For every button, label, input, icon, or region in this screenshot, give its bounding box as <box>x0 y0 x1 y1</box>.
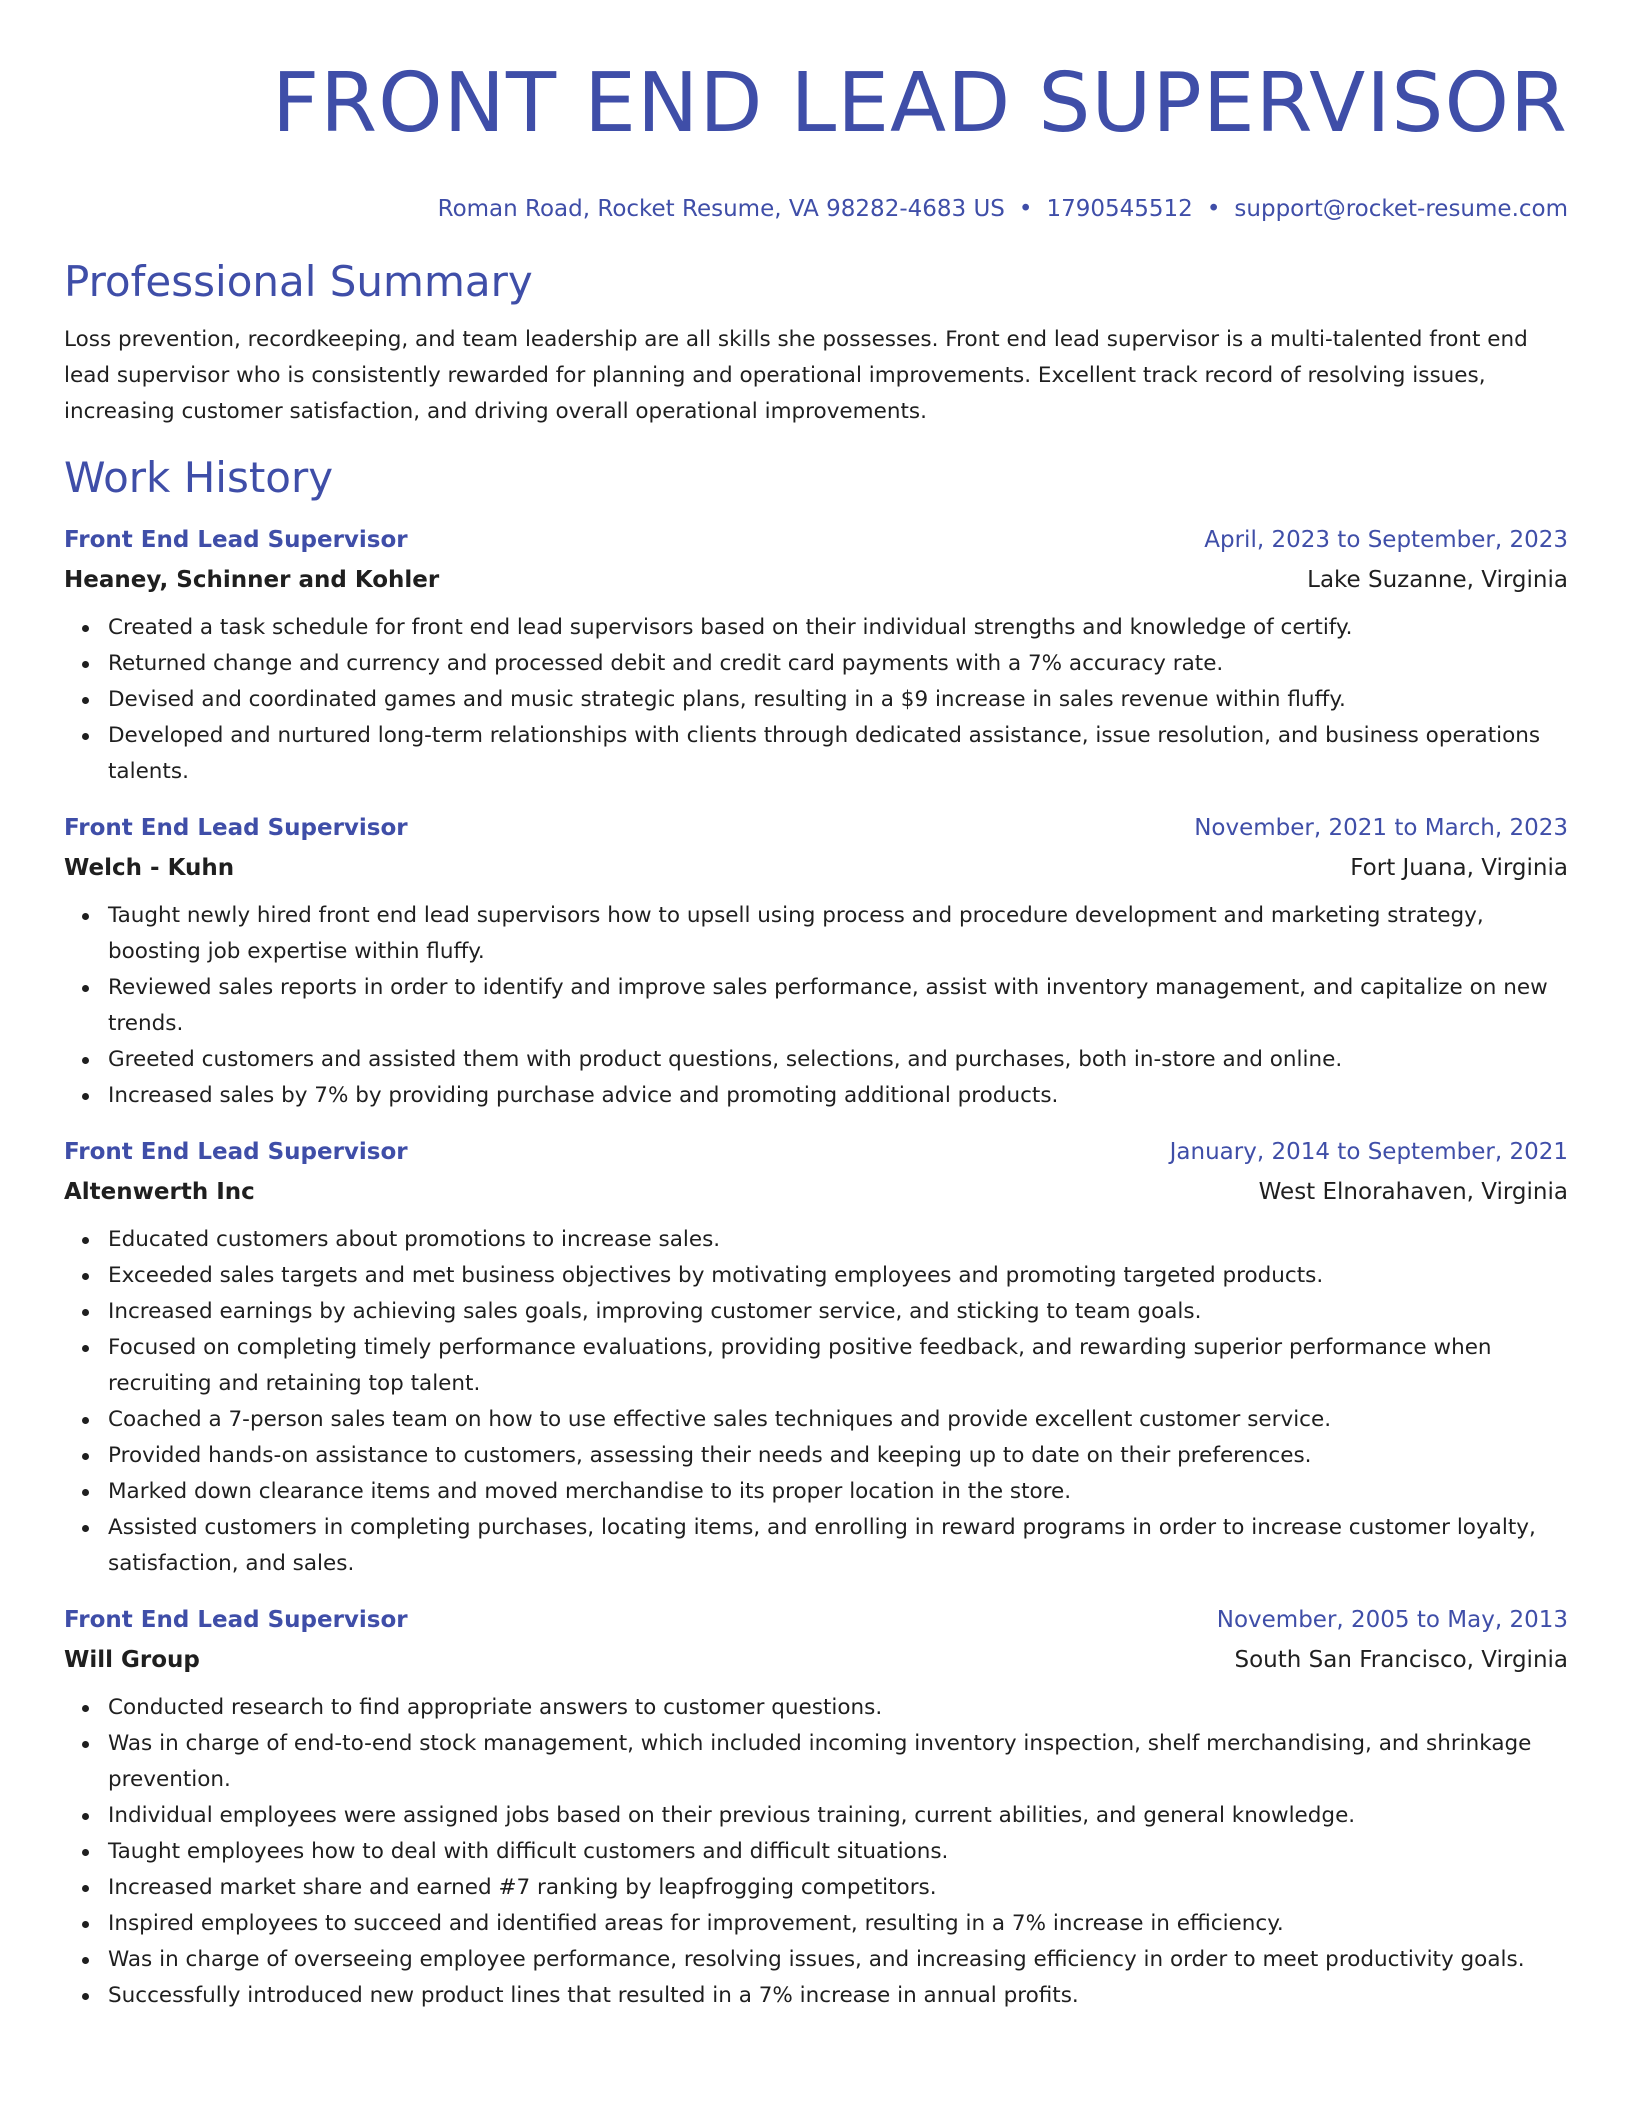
job-company: Heaney, Schinner and Kohler <box>64 567 440 593</box>
summary-heading: Professional Summary <box>64 257 533 306</box>
job-bullet: Returned change and currency and processed debit and credit card payments with a 7% accuracy rate. <box>108 646 1568 682</box>
job-bullet: Taught newly hired front end lead supervisors how to upsell using process and procedure development and marketing strategy, boosting job expertise within fluffy. <box>108 898 1568 970</box>
job-title: Front End Lead Supervisor <box>64 1139 408 1165</box>
summary-text: Loss prevention, recordkeeping, and team leadership are all skills she possesses. Front end lead supervisor is a multi-talented front end lead supervisor who is consistently rewarded for planning and operational improvements. Excellent track record of resolving issues, increasing customer satisfaction, and driving overall operational improvements. <box>64 327 1528 424</box>
job-dates: November, 2005 to May, 2013 <box>1216 1607 1568 1633</box>
job-title: Front End Lead Supervisor <box>64 527 408 553</box>
candidate-name: FRONT END LEAD SUPERVISOR <box>272 56 1568 151</box>
contact-address: Roman Road, Rocket Resume, VA 98282-4683 US <box>437 196 1005 222</box>
job-company: Will Group <box>64 1647 200 1673</box>
job-bullet: Provided hands-on assistance to customers, assessing their needs and keeping up to date on their preferences. <box>108 1438 1568 1474</box>
job-entry <box>64 810 1568 1114</box>
job-company-row <box>64 1174 1568 1210</box>
job-bullet: Inspired employees to succeed and identified areas for improvement, resulting in a 7% increase in efficiency. <box>108 1906 1568 1942</box>
summary-section <box>64 256 1568 430</box>
job-bullet: Coached a 7-person sales team on how to use effective sales techniques and provide excellent customer service. <box>108 1402 1568 1438</box>
job-bullet: Reviewed sales reports in order to identify and improve sales performance, assist with inventory management, and capitalize on new trends. <box>108 970 1568 1042</box>
job-bullets <box>64 898 1568 1114</box>
job-bullets <box>64 610 1568 790</box>
job-bullet: Was in charge of end-to-end stock management, which included incoming inventory inspection, shelf merchandising, and shrinkage prevention. <box>108 1726 1568 1798</box>
job-bullet: Successfully introduced new product lines that resulted in a 7% increase in annual profits. <box>108 1978 1568 2014</box>
job-location: South San Francisco, Virginia <box>1234 1647 1568 1673</box>
job-entry <box>64 522 1568 790</box>
job-title-row <box>64 810 1568 846</box>
job-title-row <box>64 1602 1568 1638</box>
contact-separator: • <box>1018 196 1033 222</box>
job-title: Front End Lead Supervisor <box>64 815 408 841</box>
job-company-row <box>64 850 1568 886</box>
job-title-row <box>64 1134 1568 1170</box>
job-title-row <box>64 522 1568 558</box>
work-history-section <box>64 452 1568 2014</box>
job-location: Fort Juana, Virginia <box>1350 855 1568 881</box>
job-bullet: Increased market share and earned #7 ranking by leapfrogging competitors. <box>108 1870 1568 1906</box>
job-dates: January, 2014 to September, 2021 <box>1169 1139 1568 1165</box>
job-bullet: Assisted customers in completing purchases, locating items, and enrolling in reward programs in order to increase customer loyalty, satisfaction, and sales. <box>108 1510 1568 1582</box>
job-bullet: Taught employees how to deal with difficult customers and difficult situations. <box>108 1834 1568 1870</box>
job-bullets <box>64 1690 1568 2014</box>
job-bullet: Focused on completing timely performance evaluations, providing positive feedback, and rewarding superior performance when recruiting and retaining top talent. <box>108 1330 1568 1402</box>
job-company-row <box>64 1642 1568 1678</box>
job-company: Altenwerth Inc <box>64 1179 255 1205</box>
job-bullets <box>64 1222 1568 1582</box>
job-bullet: Individual employees were assigned jobs based on their previous training, current abilities, and general knowledge. <box>108 1798 1568 1834</box>
job-entry <box>64 1134 1568 1582</box>
job-bullet: Devised and coordinated games and music strategic plans, resulting in a $9 increase in sales revenue within fluffy. <box>108 682 1568 718</box>
job-bullet: Increased sales by 7% by providing purchase advice and promoting additional products. <box>108 1078 1568 1114</box>
work-history-heading: Work History <box>64 453 334 502</box>
job-bullet: Marked down clearance items and moved merchandise to its proper location in the store. <box>108 1474 1568 1510</box>
job-location: Lake Suzanne, Virginia <box>1307 567 1568 593</box>
job-dates: November, 2021 to March, 2023 <box>1194 815 1568 841</box>
job-bullet: Created a task schedule for front end lead supervisors based on their individual strengths and knowledge of certify. <box>108 610 1568 646</box>
job-bullet: Exceeded sales targets and met business objectives by motivating employees and promoting targeted products. <box>108 1258 1568 1294</box>
job-entry <box>64 1602 1568 2014</box>
contact-line <box>64 194 1568 224</box>
contact-separator: • <box>1206 196 1221 222</box>
job-bullet: Developed and nurtured long-term relationships with clients through dedicated assistance, issue resolution, and business operations talents. <box>108 718 1568 790</box>
job-dates: April, 2023 to September, 2023 <box>1204 527 1568 553</box>
job-bullet: Conducted research to find appropriate answers to customer questions. <box>108 1690 1568 1726</box>
contact-phone: 1790545512 <box>1046 196 1193 222</box>
job-location: West Elnorahaven, Virginia <box>1258 1179 1568 1205</box>
resume-header <box>64 54 1568 224</box>
job-bullet: Increased earnings by achieving sales goals, improving customer service, and sticking to team goals. <box>108 1294 1568 1330</box>
job-bullet: Greeted customers and assisted them with product questions, selections, and purchases, both in-store and online. <box>108 1042 1568 1078</box>
job-title: Front End Lead Supervisor <box>64 1607 408 1633</box>
job-bullet: Educated customers about promotions to increase sales. <box>108 1222 1568 1258</box>
job-company: Welch - Kuhn <box>64 855 235 881</box>
contact-email[interactable]: support@rocket-resume.com <box>1234 196 1568 222</box>
job-bullet: Was in charge of overseeing employee performance, resolving issues, and increasing efficiency in order to meet productivity goals. <box>108 1942 1568 1978</box>
job-company-row <box>64 562 1568 598</box>
